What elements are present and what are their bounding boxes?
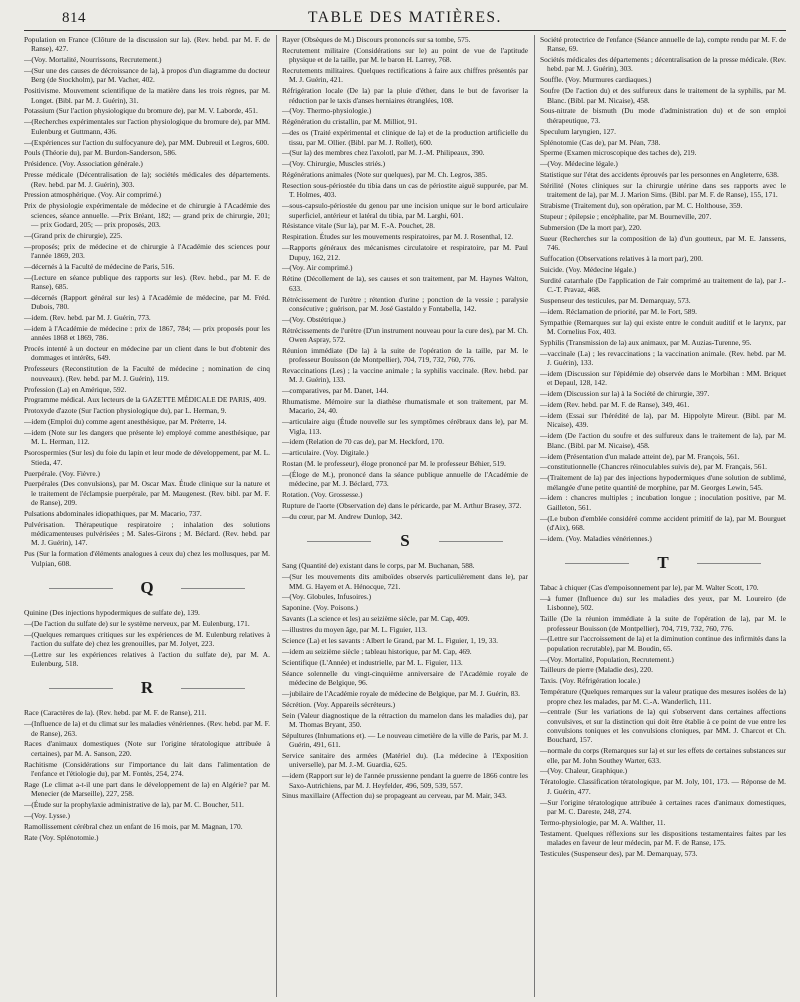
section-letter: Q (24, 578, 270, 598)
index-entry: —(Recherches expérimentales sur l'action physiologique du bromure de), par MM. Eulenburg et Guttmann, 436. (24, 117, 270, 136)
index-entry: Régénérations animales (Note sur quelques), par M. Ch. Legros, 385. (282, 170, 488, 180)
index-entry: —(Voy. Lysse.) (24, 810, 70, 820)
index-entry: Prix de physiologie expérimentale de médecine et de chirurgie à l'Académie des sciences, séance annuelle. —Prix Bréant, 182; — grand prix de chirurgie, 201; — prix Godard, 205; — prix proposés, 203. (24, 201, 270, 229)
index-entry: Souffle. (Voy. Murmures cardiaques.) (540, 75, 652, 85)
index-entry: Profession (La) en Amérique, 592. (24, 384, 127, 394)
index-entry: Puerpérale. (Voy. Fièvre.) (24, 468, 100, 478)
index-entry: Stérilité (Notes cliniques sur la chirurgie utérine dans ses rapports avec le traitement de la), par M. J. Marion Sims. (Bibl. par M. F. de Ranse), 155, 171. (540, 181, 786, 200)
index-entry: Sinus maxillaire (Affection du) se propageant au cerveau, par M. Mair, 343. (282, 791, 507, 801)
index-entry: —idem (Emploi du) comme agent anesthésique, par M. Préterre, 14. (24, 417, 227, 427)
index-entry: —centrale (Sur les variations de la) qui s'observent dans certaines affections convulsives, et sur la distinction qui doit être établie à ce point de vue entre les convulsions toniques et les convulsions cloniques, par MM. J. Charcot et Ch. Bouchard, 157. (540, 707, 786, 745)
index-entry: —articulaire aigu (Étude nouvelle sur les symptômes cérébraux dans le), par M. Vigla, 113. (282, 417, 528, 436)
index-entry: Taxis. (Voy. Réfrigération locale.) (540, 676, 641, 686)
index-entry: Scientifique (L'Année) et industrielle, par M. L. Figuier, 113. (282, 657, 463, 667)
page-header (24, 6, 786, 31)
index-entry: Service sanitaire des armées (Matériel du). (La médecine à l'Exposition universelle), par M. J.-M. Guardia, 625. (282, 751, 528, 770)
index-entry: Resection sous-périostée du tibia dans un cas de périostite aiguë suppurée, par M. T. Holmes, 403. (282, 181, 528, 200)
index-entry: Sépultures (Inhumations et). — Le nouveau cimetière de la ville de Paris, par M. J. Guérin, 491, 611. (282, 730, 528, 750)
index-entry: Régénération du cristallin, par M. Milliot, 91. (282, 117, 418, 127)
index-entry: —vaccinale (La) ; les revaccinations ; la vaccination animale. (Rev. hebd. par M. J. Guérin), 133. (540, 348, 786, 368)
index-entry: —idem au seizième siècle ; tableau historique, par M. Cap, 469. (282, 646, 472, 656)
index-entry: —(Grand prix de chirurgie), 225. (24, 230, 123, 240)
index-column-1 (24, 35, 270, 997)
index-entry: Savants (La science et les) au seizième siècle, par M. Cap, 409. (282, 614, 470, 624)
index-entry: —idem (Essai sur l'hérédité de la), par M. Hippolyte Mireur. (Bibl. par M. Nicaise), 439. (540, 411, 786, 430)
index-entry: Strabisme (Traitement du), son opération, par M. C. Holthouse, 359. (540, 201, 743, 211)
index-entry: Pression atmosphérique. (Voy. Air comprimé.) (24, 190, 162, 200)
index-entry: Statistique sur l'état des accidents éprouvés par les personnes en Angleterre, 638. (540, 170, 779, 180)
index-entry: Respiration. Études sur les mouvements respiratoires, par M. J. Rosenthal, 12. (282, 232, 514, 242)
index-entry: Suffocation (Observations relatives à la mort par), 200. (540, 254, 704, 264)
index-entry: —idem (Rapport sur le) de l'année prussienne pendant la guerre de 1866 contre les Saxo-Autrichiens, par M. J. Heyfelder, 496, 509, 539, 557. (282, 771, 528, 790)
index-entry: —(Voy. Globules, Infusoires.) (282, 592, 372, 602)
index-entry: Potassium (Sur l'action physiologique du bromure de), par M. V. Laborde, 451. (24, 106, 258, 116)
index-entry: —idem (Discussion sur la) à la Société de chirurgie, 397. (540, 389, 710, 399)
index-entry: Puerpérales (Des convulsions), par M. Oscar Max. Étude clinique sur la nature et le traitement de l'éclampsie puerpérale, par M. Maugenest. (Rev. bibl. par M. F. de Ranse), 209. (24, 479, 270, 507)
index-entry: Protoxyde d'azote (Sur l'action physiologique du), par L. Herman, 9. (24, 406, 227, 416)
index-entry: —idem : chancres multiples ; incubation longue ; inoculation positive, par M. Gailleton, 561. (540, 493, 786, 512)
index-entry: —comparatives, par M. Danet, 144. (282, 386, 389, 396)
index-entry: Rotation. (Voy. Grossesse.) (282, 490, 363, 500)
section-letter: T (540, 553, 786, 573)
index-entry: Taille (De la réunion immédiate à la suite de l'opération de la), par M. le professeur Bouisson (de Montpellier), 704, 719, 732, 760, 776. (540, 614, 786, 633)
index-entry: Rétrécissement de l'urètre ; rétention d'urine ; ponction de la vessie ; paralysie consécutive ; guérison, par M. José Gastaldo y Fontabella, 142. (282, 294, 528, 313)
index-entry: Tailleurs de pierre (Maladie des), 220. (540, 665, 653, 675)
index-entry: Rayer (Obsèques de M.) Discours prononcés sur sa tombe, 575. (282, 35, 471, 44)
index-entry: —à fumer (Influence du) sur les maladies des yeux, par M. Loureiro (de Lisbonne), 502. (540, 594, 786, 613)
index-entry: —du cœur, par M. Andrew Dunlop, 342. (282, 512, 403, 522)
index-entry: Rostan (M. le professeur), éloge prononcé par M. le professeur Béhier, 519. (282, 459, 506, 469)
index-entry: —(Voy. Médecine légale.) (540, 159, 618, 169)
index-entry: Surdité catarrhale (De l'application de l'air comprimé au traitement de la), par J.-C.-T. Pravaz, 468. (540, 275, 786, 295)
index-entry: Présidence. (Voy. Association générale.) (24, 159, 143, 169)
index-entry: Procès intenté à un docteur en médecine par un client dans le but d'obtenir des dommages et intérêts, 649. (24, 344, 270, 363)
index-entry: Pus (Sur la formation d'éléments analogues à ceux du) chez les mollusques, par M. Vulpian, 608. (24, 549, 270, 568)
section-letter: S (282, 531, 528, 551)
index-entry: —(Voy. Mortalité, Nourrissons, Recrutement.) (24, 55, 162, 65)
index-entry: —(Voy. Obstétrique.) (282, 314, 346, 324)
index-entry: —(Éloge de M.), prononcé dans la séance publique annuelle de l'Académie de médecine, par M. J. Béclard, 773. (282, 470, 528, 489)
index-entry: Speculum laryngien, 127. (540, 126, 616, 136)
index-entry: Sueur (Recherches sur la composition de la) d'un goutteux, par M. E. Janssens, 746. (540, 233, 786, 253)
index-entry: Sous-nitrate de bismuth (Du mode d'administration du) et de son emploi thérapeutique, 73. (540, 106, 786, 125)
index-entry: Termo-physiologie, par M. A. Walther, 11. (540, 817, 666, 827)
index-column-3 (534, 35, 786, 997)
index-entry: Séance solennelle du vingt-cinquième anniversaire de l'Académie royale de médecine de Belgique, 96. (282, 668, 528, 687)
index-entry: Rate (Voy. Splénotomie.) (24, 832, 99, 842)
index-entry: —Sur l'origine tératologique attribuée à certaines races d'animaux domestiques, par M. C. Dareste, 248, 274. (540, 797, 786, 816)
index-entry: Programme médical. Aux lecteurs de la GAZETTE MÉDICALE DE PARIS, 409. (24, 395, 267, 405)
index-entry: Science (La) et les savants : Albert le Grand, par M. L. Figuier, 1, 19, 33. (282, 636, 499, 645)
index-entry: —(Voy. Thermo-physiologie.) (282, 106, 372, 116)
index-entry: —idem (Discussion sur l'épidémie de) observée dans le Morbihan : MM. Briquet et Depaul, 128, 142. (540, 369, 786, 388)
index-entry: Race (Caractères de la). (Rev. hebd. par M. F. de Ranse), 211. (24, 708, 207, 718)
index-entry: —(Sur une des causes de décroissance de la), à propos d'un diagramme du docteur Berg (de Stockholm), par M. Vacher, 402. (24, 66, 270, 85)
index-entry: Saponine. (Voy. Poisons.) (282, 603, 358, 613)
index-entry: —(Lettre sur les expériences relatives à l'action du sulfate de), par M. A. Eulenburg, 518. (24, 649, 270, 669)
index-entry: —idem (Présentation d'un malade atteint de), par M. François, 561. (540, 451, 740, 461)
index-entry: —(Sur les mouvements dits amiboïdes observés particulièrement dans le), par MM. G. Hayem et A. Hénocque, 721. (282, 572, 528, 591)
index-entry: Tabac à chiquer (Cas d'empoisonnement par le), par M. Walter Scott, 170. (540, 583, 759, 593)
index-entry: Pouls (Théorie du), par M. Burdon-Sanderson, 586. (24, 148, 177, 158)
index-entry: —idem (De l'action du soufre et des sulfureux dans le traitement de la), par M. Blanc. (Bibl. par M. Nicaise), 458. (540, 431, 786, 450)
index-entry: —(Expériences sur l'action du sulfocyanure de), par MM. Dubreuil et Legros, 600. (24, 137, 269, 147)
index-entry: —constitutionnelle (Chancres réinoculables suivis de), par M. Français, 561. (540, 462, 768, 472)
index-entry: —articulaire. (Voy. Digitale.) (282, 448, 369, 458)
index-entry: Revaccinations (Les) ; la vaccine animale ; la syphilis vaccinale. (Rev. hebd. par M. J. Guérin), 133. (282, 365, 528, 385)
index-entry: —idem. (Voy. Maladies vénériennes.) (540, 533, 652, 543)
index-entry: Pulvérisation. Thérapeutique respiratoire ; inhalation des solutions médicamenteuses pulvérisées ; M. Sales-Girons ; M. Béclard. (Rev. hebd. par M. J. Guérin), 147. (24, 519, 270, 548)
index-entry: —décernés (Rapport général sur les) à l'Académie de médecine, par M. Fréd. Dubois, 780. (24, 292, 270, 312)
index-entry: —(Lecture en séance publique des rapports sur les). (Rev. hebd., par M. F. de Ranse), 685. (24, 272, 270, 292)
index-entry: Recrutements militaires. Quelques rectifications à faire aux chiffres présentés par M. J. Guérin, 421. (282, 66, 528, 85)
index-entry: —(Sur la) des membres chez l'axolotl, par M. J.-M. Philipeaux, 390. (282, 148, 485, 158)
index-entry: —(De l'action du sulfate de) sur le système nerveux, par M. Eulenburg, 171. (24, 618, 250, 628)
index-entry: —jubilaire de l'Académie royale de médecine de Belgique, par M. J. Guérin, 83. (282, 688, 520, 698)
index-entry: Testament. Quelques réflexions sur les dispositions testamentaires faites par les malades en faveur de leur médecin, par M. F. de Ranse, 175. (540, 828, 786, 847)
index-entry: Pulsations abdominales idiopathiques, par M. Macario, 737. (24, 508, 202, 518)
index-entry: —sous-capsulo-périostée du genou par une incision unique sur le bord articulaire superficiel, antérieur et latéral du tibia, par M. Larghi, 601. (282, 201, 528, 220)
index-entry: Population en France (Clôture de la discussion sur la). (Rev. hebd. par M. F. de Ranse), 427. (24, 35, 270, 54)
index-entry: Stupeur ; épilepsie ; encéphalite, par M. Bourneville, 207. (540, 212, 712, 222)
index-entry: Rage (Le climat a-t-il une part dans le développement de la) en Algérie? par M. Menecier (de Marseille), 227, 258. (24, 779, 270, 799)
index-entry: —Rapports généraux des mécanismes circulatoire et respiratoire, par M. Paul Dupuy, 162, 212. (282, 243, 528, 262)
index-entry: —idem (Note sur les dangers que présente le) employé comme anesthésique, par M. L. Herman, 112. (24, 428, 270, 447)
index-entry: —idem (Rev. hebd. par M. F. de Ranse), 349, 461. (540, 400, 690, 410)
index-entry: —idem. (Rev. hebd. par M. J. Guérin, 773. (24, 313, 151, 323)
index-entry: Rachitisme (Considérations sur l'importance du lait dans l'alimentation de l'enfance et l'étiologie du), par M. Fontès, 254, 274. (24, 759, 270, 778)
index-entry: —(Voy. Chirurgie, Muscles striés.) (282, 159, 386, 169)
index-entry: —idem. Réclamation de priorité, par M. le Fort, 589. (540, 307, 698, 316)
index-entry: Rupture de l'aorte (Observation de) dans le péricarde, par M. Arthur Brasey, 372. (282, 501, 522, 511)
running-title: TABLE DES MATIÈRES. (308, 9, 502, 26)
index-entry: —(Voy. Mortalité, Population, Recrutement.) (540, 654, 674, 664)
index-entry: Société protectrice de l'enfance (Séance annuelle de la), compte rendu par M. F. de Ranse, 69. (540, 35, 786, 54)
page-number: 814 (62, 10, 86, 26)
index-entry: —proposés; prix de médecine et de chirurgie à l'Académie des sciences pour l'année 1869, 203. (24, 241, 270, 260)
index-entry: Recrutement militaire (Considérations sur le) au point de vue de l'aptitude physique et de la taille, par M. le baron H. Larrey, 768. (282, 45, 528, 65)
index-entry: Professeurs (Reconstitution de la Faculté de médecine ; nomination de cinq nouveaux). (Rev. hebd. par M. J. Guérin), 119. (24, 364, 270, 383)
index-entry: Syphilis (Transmission de la) aux animaux, par M. Auzias-Turenne, 95. (540, 338, 752, 348)
index-entry: —idem (Relation de 70 cas de), par M. Heckford, 170. (282, 437, 444, 447)
index-entry: Sein (Valeur diagnostique de la rétraction du mamelon dans les maladies du), par M. Thomas Bryant, 350. (282, 710, 528, 729)
index-entry: —(Lettre sur l'accroissement de la) et la diminution continue des infirmités dans la population recrutable), par M. Boudin, 65. (540, 634, 786, 653)
index-entry: Rhumatisme. Mémoire sur la diathèse rhumatismale et son traitement, par M. Macario, 24, 40. (282, 397, 528, 416)
section-letter: R (24, 678, 270, 698)
index-entry: —des os (Traité expérimental et clinique de la) et de la production artificielle du tissu, par M. Ollier. (Bibl. par M. J. Rollet), 600. (282, 128, 528, 147)
index-entry: Races d'animaux domestiques (Note sur l'origine tératologique attribuée à certaines), par M. A. Sanson, 220. (24, 739, 270, 758)
index-entry: Suspenseur des testicules, par M. Demarquay, 573. (540, 296, 691, 306)
index-entry: Réfrigération locale (De la) par la pluie d'éther, dans le but de favoriser la réduction par le taxis d'anses herniaires étranglées, 108. (282, 86, 528, 105)
index-entry: —(Traitement de la) par des injections hypodermiques d'une solution de sublimé, mélangée d'une petite quantité de morphine, par M. Georges Lewin, 545. (540, 473, 786, 492)
index-entry: —(Influence de la) et du climat sur les maladies vénériennes. (Rev. hebd. par M. F. de Ranse), 263. (24, 719, 270, 738)
index-entry: Rétrécissements de l'urètre (D'un instrument nouveau pour la cure des), par M. Ch. Owen Aspray, 572. (282, 325, 528, 344)
index-entry: Sociétés médicales des départements ; décentralisation de la presse médicale. (Rev. hebd. par M. J. Guérin), 303. (540, 55, 786, 74)
index-entry: Testicules (Suspenseur des), par M. Demarquay, 573. (540, 848, 698, 858)
index-entry: —(Quelques remarques critiques sur les expériences de M. Eulenburg relatives à l'action du sulfate de) chez les grenouilles, par M. Jolyet, 223. (24, 629, 270, 648)
index-entry: Soufre (De l'action du) et des sulfureux dans le traitement de la syphilis, par M. Blanc. (Bibl. par M. Nicaise), 458. (540, 86, 786, 105)
index-entry: —idem à l'Académie de médecine : prix de 1867, 784; — prix proposés pour les années 1868 et 1869, 786. (24, 324, 270, 343)
index-entry: Sympathie (Remarques sur la) qui existe entre le conduit auditif et le larynx, par M. Cornelius Fox, 403. (540, 317, 786, 337)
index-columns (24, 35, 786, 997)
index-entry: Sperme (Examen microscopique des taches de), 219. (540, 148, 697, 158)
index-entry: Submersion (De la mort par), 220. (540, 223, 642, 233)
index-entry: Sang (Quantité de) existant dans le corps, par M. Buchanan, 588. (282, 561, 475, 571)
index-entry: Tératologie. Classification tératologique, par M. Joly, 101, 173. — Réponse de M. J. Guérin, 477. (540, 777, 786, 796)
index-entry: —décernés à la Faculté de médecine de Paris, 516. (24, 261, 175, 271)
index-column-2 (276, 35, 528, 997)
index-entry: Psorospermies (Sur les) du foie du lapin et leur mode de développement, par M. L. Stieda, 47. (24, 448, 270, 467)
index-entry: —illustres du moyen âge, par M. L. Figuier, 113. (282, 625, 427, 635)
index-entry: Sécrétion. (Voy. Appareils sécréteurs.) (282, 699, 396, 709)
index-entry: —(Étude sur la prophylaxie administrative de la), par M. C. Boucher, 511. (24, 800, 244, 810)
index-entry: Température (Quelques remarques sur la valeur pratique des mesures isolées de la) propre chez les malades, par M. C.-A. Wanderlich, 111. (540, 687, 786, 706)
index-entry: —(Le bubon d'emblée considéré comme accident primitif de la), par M. Bourguet (d'Aix), 668. (540, 513, 786, 532)
index-entry: —(Voy. Chaleur, Graphique.) (540, 766, 628, 776)
index-entry: Presse médicale (Décentralisation de la); sociétés médicales des départements. (Rev. hebd. par M. J. Guérin), 303. (24, 170, 270, 189)
index-entry: Splénotomie (Cas de), par M. Péan, 738. (540, 137, 661, 147)
index-entry: Ramollissement cérébral chez un enfant de 16 mois, par M. Magnan, 170. (24, 821, 243, 831)
index-entry: —(Voy. Air comprimé.) (282, 263, 353, 273)
index-entry: —normale du corps (Remarques sur la) et sur les effets de certaines substances sur elle, par M. John Southey Warter, 633. (540, 746, 786, 765)
index-entry: Résistance vitale (Sur la), par M. F.-A. Pouchet, 28. (282, 221, 435, 231)
index-entry: Réunion immédiate (De la) à la suite de l'opération de la taille, par M. le professeur Bouisson (de Montpellier), 704, 719, 732, 760, 776. (282, 345, 528, 365)
index-entry: Quinine (Des injections hypodermiques de sulfate de), 139. (24, 607, 200, 617)
index-entry: Rétine (Décollement de la), ses causes et son traitement, par M. Haynes Walton, 633. (282, 274, 528, 293)
index-entry: Positivisme. Mouvement scientifique de la matière dans les trois règnes, par M. Longet. (Bibl. par M. J. Guérin), 31. (24, 86, 270, 105)
index-entry: Suicide. (Voy. Médecine légale.) (540, 265, 637, 275)
